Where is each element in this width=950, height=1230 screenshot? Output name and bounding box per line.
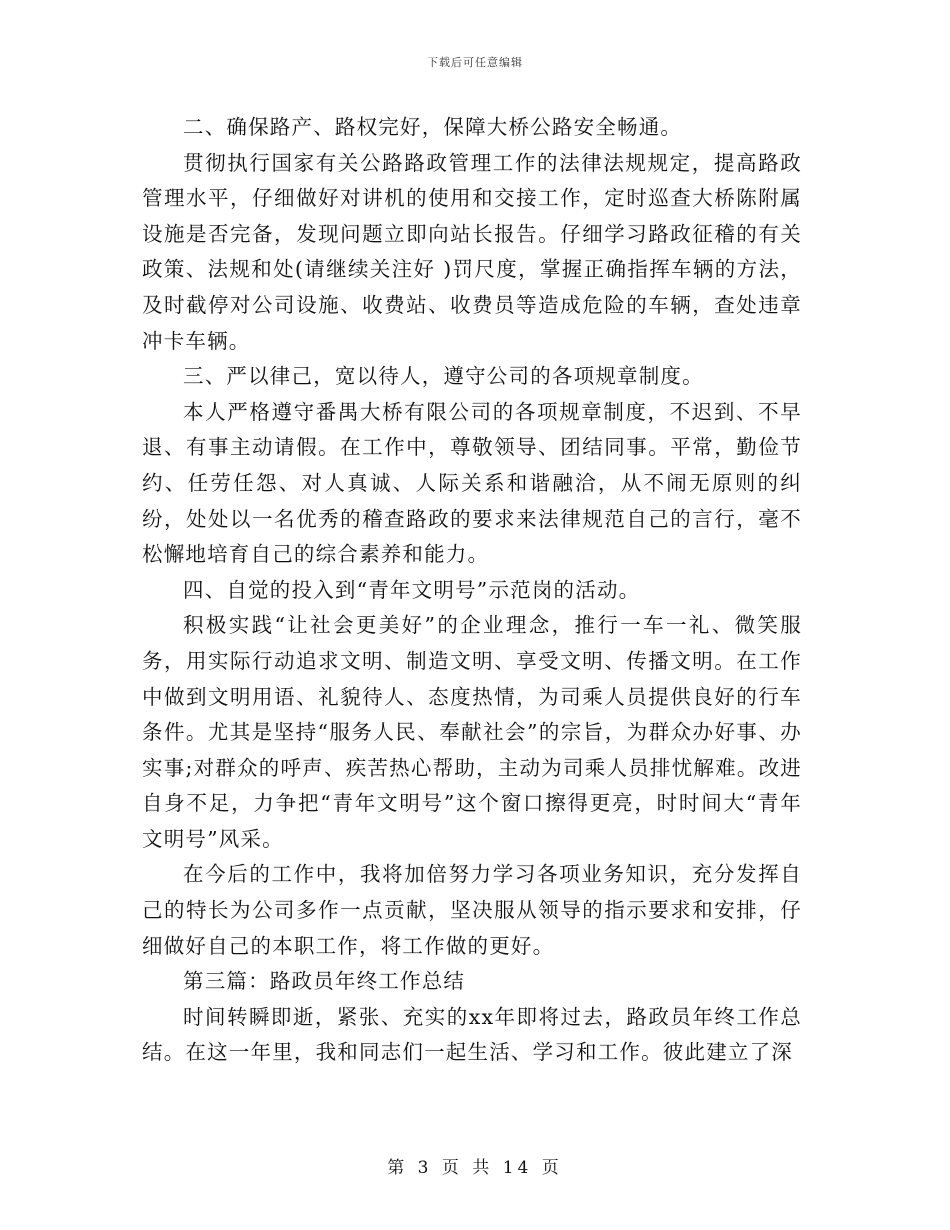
paragraph-4: 本人严格遵守番禺大桥有限公司的各项规章制度，不迟到、不早退、有事主动请假。在工作中，尊敬领导、团结同事。平常，勤俭节约、任劳任怨、对人真诚、人际关系和谐融洽，从不闹无原则的纠纷，处处以一名优秀的稽查路政的要求来法律规范自己的言行，毫不松懈地培育自己的综合素养和能力。 [142,399,802,567]
document-body [142,110,802,1071]
paragraph-2: 贯彻执行国家有关公路路政管理工作的法律法规规定，提高路政管理水平，仔细做好对讲机的使用和交接工作，定时巡查大桥陈附属设施是否完备，发现问题立即向站长报告。仔细学习路政征稽的有关政策、法规和处(请继续关注好 )罚尺度，掌握正确指挥车辆的方法，及时截停对公司设施、收费站、收费员等造成危险的车辆，查处违章冲卡车辆。 [142,150,802,353]
paragraph-7: 在今后的工作中，我将加倍努力学习各项业务知识，充分发挥自己的特长为公司多作一点贡献，坚决服从领导的指示要求和安排，仔细做好自己的本职工作，将工作做的更好。 [142,862,802,958]
paragraph-9: 时间转瞬即逝，紧张、充实的xx年即将过去，路政员年终工作总结。在这一年里，我和同志们一起生活、学习和工作。彼此建立了深 [142,1004,802,1065]
paragraph-3: 三、严以律己，宽以待人，遵守公司的各项规章制度。 [183,364,704,389]
paragraph-5: 四、自觉的投入到“青年文明号”示范岗的活动。 [183,577,641,602]
page-header-note: 下载后可任意编辑 [427,56,523,69]
section-heading: 第三篇：路政员年终工作总结 [183,969,466,994]
paragraph-6: 积极实践“让社会更美好”的企业理念，推行一车一礼、微笑服务，用实际行动追求文明、制造文明、享受文明、传播文明。在工作中做到文明用语、礼貌待人、态度热情，为司乘人员提供良好的行车条件。尤其是坚持“服务人民、奉献社会”的宗旨，为群众办好事、办实事;对群众的呼声、疾苦热心帮助，主动为司乘人员排忧解难。改进自身不足，力争把“青年文明号”这个窗口擦得更亮，时时间大“青年文明号”风采。 [142,613,802,851]
page-number: 第 3 页 共 14 页 [387,1158,563,1178]
paragraph-1: 二、确保路产、路权完好，保障大桥公路安全畅通。 [183,115,683,139]
